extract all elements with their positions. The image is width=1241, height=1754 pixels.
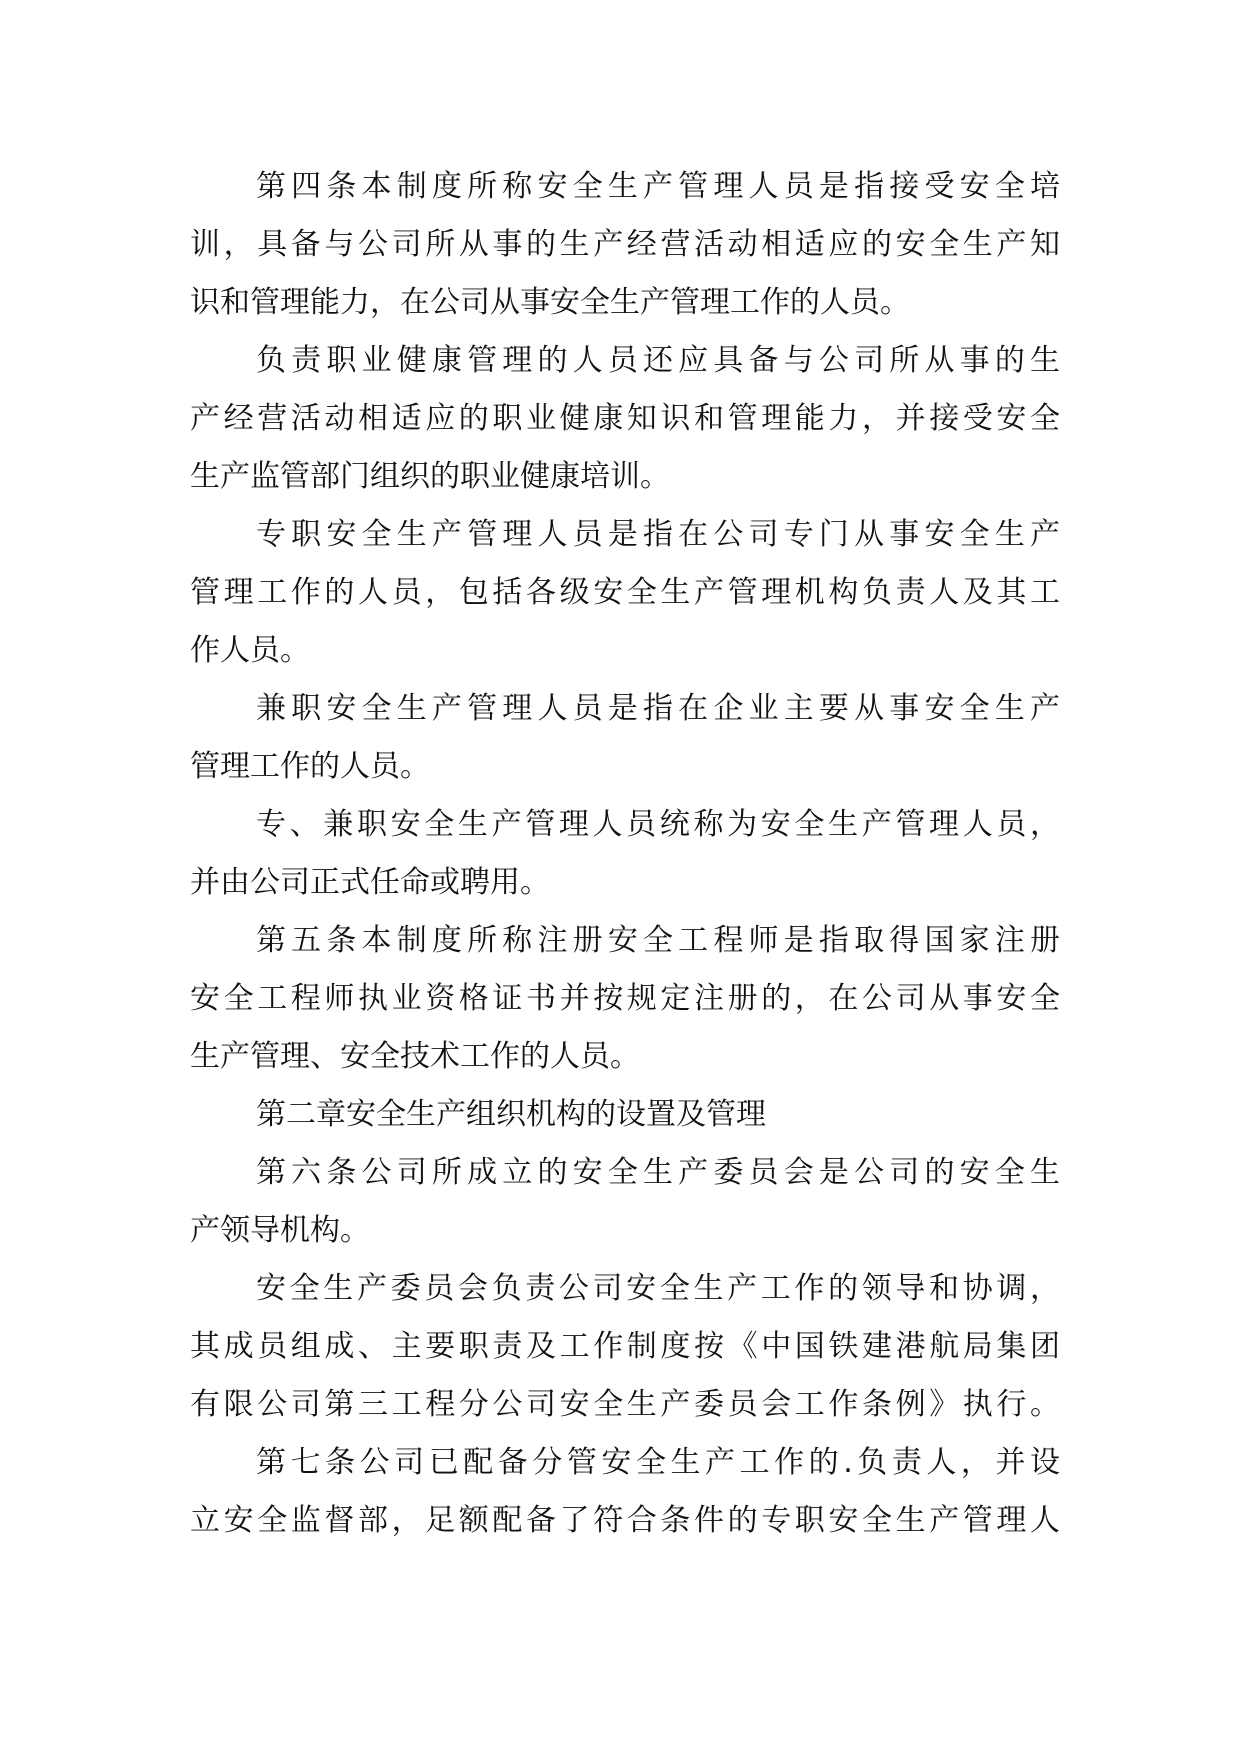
paragraph-collective-line-2: 并由公司正式任命或聘用。: [190, 865, 550, 900]
paragraph-article-4-line-2: 训，具备与公司所从事的生产经营活动相适应的安全生产知: [190, 227, 1060, 262]
paragraph-occupational-health-line-2: 产经营活动相适应的职业健康知识和管理能力，并接受安全: [190, 401, 1060, 436]
paragraph-committee-line-3: 有限公司第三工程分公司安全生产委员会工作条例》执行。: [190, 1387, 1060, 1422]
paragraph-article-5-line-1: 第五条本制度所称注册安全工程师是指取得国家注册: [256, 923, 1060, 958]
paragraph-article-4-line-3: 识和管理能力，在公司从事安全生产管理工作的人员。: [190, 285, 910, 320]
paragraph-full-time-line-2: 管理工作的人员，包括各级安全生产管理机构负责人及其工: [190, 575, 1060, 610]
paragraph-part-time-line-2: 管理工作的人员。: [190, 749, 430, 784]
paragraph-article-5-line-3: 生产管理、安全技术工作的人员。: [190, 1039, 640, 1074]
paragraph-article-6-line-1: 第六条公司所成立的安全生产委员会是公司的安全生: [256, 1155, 1060, 1190]
paragraph-occupational-health-line-1: 负责职业健康管理的人员还应具备与公司所从事的生: [256, 343, 1060, 378]
paragraph-article-5-line-2: 安全工程师执业资格证书并按规定注册的，在公司从事安全: [190, 981, 1060, 1016]
paragraph-full-time-line-1: 专职安全生产管理人员是指在公司专门从事安全生产: [256, 517, 1060, 552]
paragraph-committee-line-2: 其成员组成、主要职责及工作制度按《中国铁建港航局集团: [190, 1329, 1060, 1364]
paragraph-article-4-line-1: 第四条本制度所称安全生产管理人员是指接受安全培: [256, 169, 1060, 204]
paragraph-full-time-line-3: 作人员。: [190, 633, 310, 668]
paragraph-committee-line-1: 安全生产委员会负责公司安全生产工作的领导和协调，: [256, 1271, 1060, 1306]
document-body: [190, 158, 1060, 1550]
paragraph-part-time-line-1: 兼职安全生产管理人员是指在企业主要从事安全生产: [256, 691, 1060, 726]
paragraph-article-6-line-2: 产领导机构。: [190, 1213, 370, 1248]
chapter-2-heading: 第二章安全生产组织机构的设置及管理: [256, 1097, 766, 1132]
paragraph-occupational-health-line-3: 生产监管部门组织的职业健康培训。: [190, 459, 670, 494]
paragraph-collective-line-1: 专、兼职安全生产管理人员统称为安全生产管理人员，: [256, 807, 1060, 842]
paragraph-article-7-line-1: 第七条公司已配备分管安全生产工作的.负责人，并设: [256, 1445, 1060, 1480]
paragraph-article-7-line-2: 立安全监督部，足额配备了符合条件的专职安全生产管理人: [190, 1503, 1060, 1538]
